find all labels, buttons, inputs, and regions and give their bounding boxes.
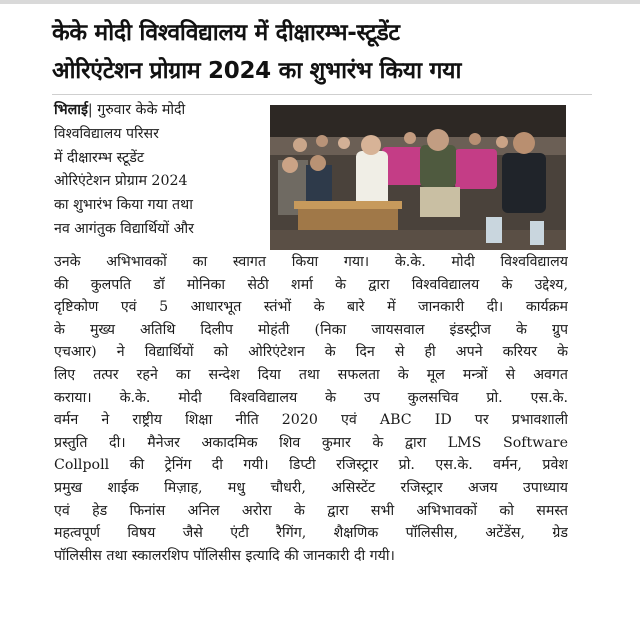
lead-line: नव आगंतुक विद्यार्थियों और	[54, 220, 194, 237]
body-line: Collpoll की ट्रेनिंग दी गयी। डिप्टी रजिस्ट्रार प्रो. एस.के. वर्मन, प्रवेश	[54, 457, 568, 474]
event-photo	[270, 105, 566, 250]
dateline: भिलाई	[54, 102, 88, 118]
lead-line: में दीक्षारम्भ स्टूडेंट	[54, 149, 145, 166]
body-line: की कुलपति डॉ मोनिका सेठी शर्मा के द्वारा विश्वविद्यालय के उद्देश्य,	[54, 276, 568, 293]
article-lead	[54, 99, 266, 242]
body-line: पॉलिसीस तथा स्कालरशिप पॉलिसीस इत्यादि की जानकारी दी गयी।	[54, 547, 395, 564]
lead-line	[54, 99, 266, 123]
body-line: दृष्टिकोण एवं 5 आधारभूत स्तंभों के बारे में जानकारी दी। कार्यक्रम	[54, 299, 568, 316]
event-photo-illustration	[270, 105, 566, 250]
body-line: के मुख्य अतिथि दिलीप मोहंती (निका जायसवाल इंडस्ट्रीज के ग्रुप	[54, 321, 568, 338]
headline-line-2: ओरिएंटेशन प्रोग्राम 2024 का शुभारंभ किया गया	[52, 58, 462, 84]
body-line: महत्वपूर्ण विषय जैसे एंटी रैगिंग, शैक्षणिक पॉलिसीस, अटेंडेंस, ग्रेड	[54, 525, 568, 542]
article-headline	[52, 14, 592, 90]
body-line: वर्मन ने राष्ट्रीय शिक्षा नीति 2020 एवं ABC ID पर प्रभावशाली	[54, 412, 568, 429]
top-divider	[0, 0, 640, 4]
lead-line: ओरिएंटेशन प्रोग्राम 2024	[54, 173, 188, 190]
body-line: उनके अभिभावकों का स्वागत किया गया। के.के. मोदी विश्वविद्यालय	[54, 254, 568, 270]
headline-divider	[52, 94, 592, 95]
lead-line: का शुभारंभ किया गया तथा	[54, 197, 193, 214]
body-line: एवं हेड फिनांस अनिल अरोरा के द्वारा सभी अभिभावकों को समस्त	[54, 502, 568, 519]
lead-line-text: | गुरुवार केके मोदी	[87, 102, 186, 118]
lead-line: विश्वविद्यालय परिसर	[54, 125, 159, 142]
body-line: प्रमुख शाईक मिज़ाह, मधु चौधरी, असिस्टेंट रजिस्ट्रार अजय उपाध्याय	[54, 479, 568, 496]
body-line: एचआर) ने विद्यार्थियों को ओरिएंटेशन के दिन से ही अपने करियर के	[54, 344, 568, 361]
body-line: कराया। के.के. मोदी विश्वविद्यालय के उप कुलसचिव प्रो. एस.के.	[54, 389, 568, 406]
headline-line-1: केके मोदी विश्वविद्यालय में दीक्षारम्भ-स्टूडेंट	[52, 20, 400, 46]
body-line: लिए तत्पर रहने का सन्देश दिया तथा सफलता के मूल मन्त्रों से अवगत	[54, 366, 568, 383]
article-body	[54, 251, 568, 567]
body-line: प्रस्तुति दी। मैनेजर अकादमिक शिव कुमार के द्वारा LMS Software	[54, 434, 568, 451]
